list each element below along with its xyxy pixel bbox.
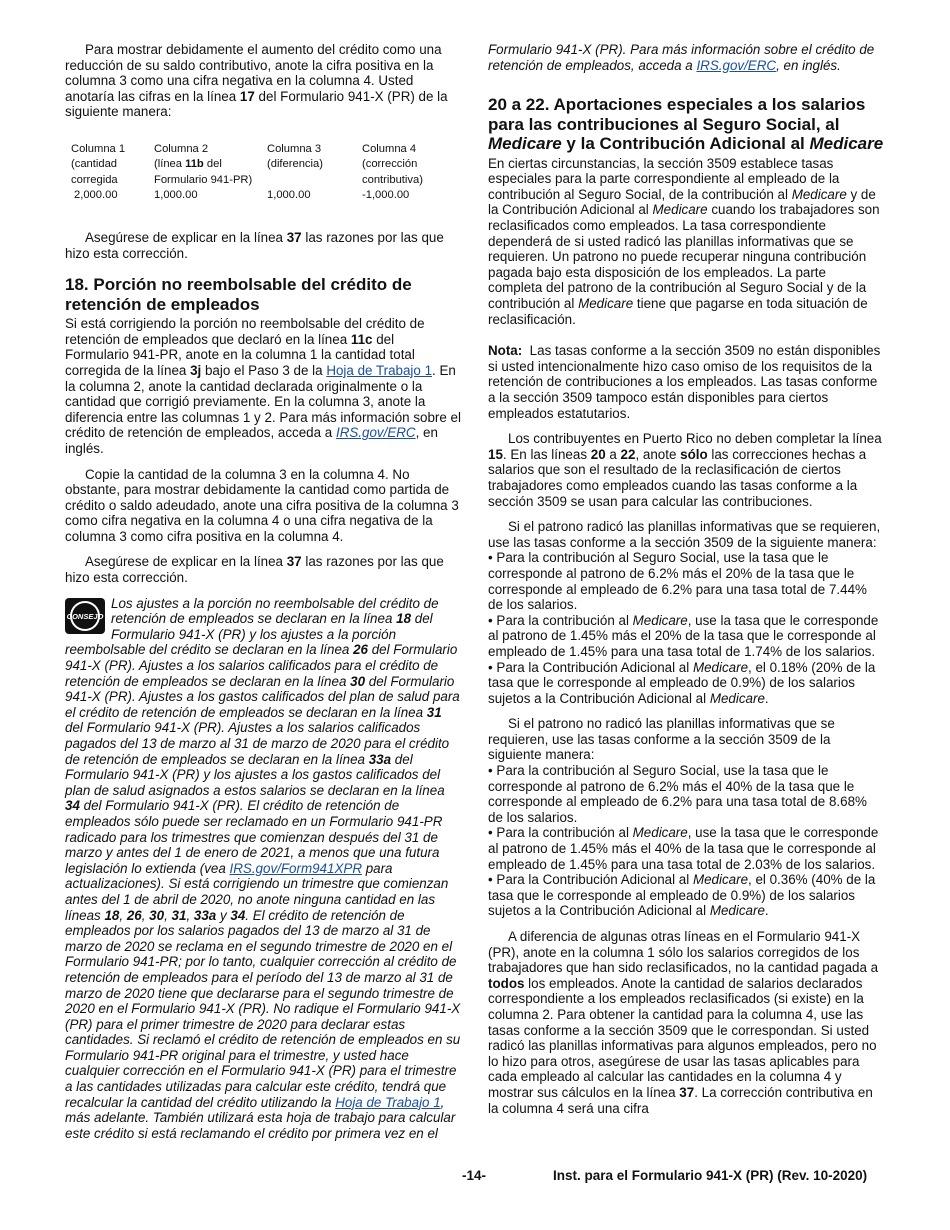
table-col-4: Columna 4 (corrección contributiva) -1,000.00 [362,142,423,202]
note-label: Nota: [488,343,523,359]
paragraph-line-18: Si está corrigiendo la porción no reembolsable del crédito de retención de empleados que declaró en la línea 11c del Formulario 941-PR, anote en la columna 1 la cantidad total corregida de la línea 3j bajo el Paso 3 de la Hoja de Trabajo 1. En la columna 2, anote la cantidad declarada originalmente o la cantidad que corrigió previamente. En la columna 3, anote la diferencia entre las columnas 1 y 2. Para más información sobre el crédito de retención de empleados, acceda a IRS.gov/ERC, en inglés. [65,316,461,456]
bullet-addl-medicare-not-filed: • Para la Contribución Adicional al Medicare, el 0.36% (40% de la tasa que le corresponde al empleado de 0.9%) de los salarios sujetos a la Contribución Adicional al Medicare. [488,872,876,919]
paragraph-filed-returns: Si el patrono radicó las planillas informativas que se requieren, use las tasas conforme a la sección 3509 de la siguiente manera: [488,519,881,550]
page-number: -14- [462,1168,487,1183]
irs-erc-link-2[interactable]: IRS.gov/ERC [696,57,777,73]
bullet-addl-medicare-filed: • Para la Contribución Adicional al Medicare, el 0.18% (20% de la tasa que le corresponde al empleado de 0.9%) de los salarios sujetos a la Contribución Adicional al Medicare. [488,659,876,706]
paragraph-section-3509: En ciertas circunstancias, la sección 3509 establece tasas especiales para la parte correspondiente al empleado de la contribución al Seguro Social, de la contribución al Medicare y de la Contribución Adicional al Medicare cuando los trabajadores son reclasificados como empleados. La tasa correspondiente dependerá de si usted radicó las planillas informativas que se requieren. Un patrono no puede recuperar ninguna contribución pagada bajo esta disposición de los empleados. La parte completa del patrono de la contribución al Seguro Social y de la contribución al Medicare tiene que pagarse en toda situación de reclasificación. [488,155,880,327]
tip-block: CONSEJO Los ajustes a la porción no reembolsable del crédito de retención de empleados se declaran en la línea 18 del Formulario 941-X (PR) y los ajustes a la porción reembolsable del crédito se declaran en la línea 26 del Formulario 941-X (PR). Ajustes a los salarios calificados para el crédito de retención de empleados se declaran en la línea 30 del Formulario 941-X (PR). Ajustes a los gastos calificados del plan de salud para el crédito de retención de empleados se declaran en la línea 31 del Formulario 941-X (PR). Ajustes a los salarios calificados pagados del 13 de marzo al 31 de marzo de 2020 para el crédito de retención de empleados se declaran en la línea 33a del Formulario 941-X (PR) y los ajustes a los gastos calificados del plan de salud asignados a estos salarios se declaran en la línea 34 del Formulario 941-X (PR). El crédito de retención de empleados sólo puede ser reclamado en un Formulario 941-PR radicado para los trimestres que comienzan después del 31 de marzo y antes del 1 de enero de 2021, a menos que una futura legislación lo extienda (vea IRS.gov/Form941XPR para actualizaciones). Si está corrigiendo un trimestre que comienzan antes del 1 de abril de 2020, no anote ninguna cantidad en las líneas 18, 26, 30, 31, 33a y 34. El crédito de retención de empleados por los salarios pagados del 13 de marzo al 31 de marzo de 2020 se reclama en el segundo trimestre de 2020 en el Formulario 941-PR; por lo tanto, cualquier corrección al crédito de retención de empleados para el período del 13 de marzo al 31 de marzo de 2020 tiene que declararse para el segundo trimestre de 2020 en el Formulario 941-X (PR). No radique el Formulario 941-X (PR) para el primer trimestre de 2020 para declarar estas cantidades. Si reclamó el crédito de retención de empleados en su Formulario 941-PR original para el trimestre, y usted hace cualquier corrección en el Formulario 941-X (PR) para el trimestre a las cantidades utilizadas para calcular este crédito, tendrá que recalcular la cantidad del crédito utilizando la Hoja de Trabajo 1, más adelante. También utilizará esta hoja de trabajo para calcular este crédito si está reclamando el crédito por primera vez en el [65,595,461,1141]
paragraph-not-filed-returns: Si el patrono no radicó las planillas informativas que se requieren, use las tasas conforme a la sección 3509 de la siguiente manera: [488,716,835,763]
note-paragraph: Nota: Las tasas conforme a la sección 3509 no están disponibles si usted intencionalmente hizo caso omiso de los requisitos de la retención de contribuciones a los empleados. Las tasas conforme a la sección 3509 tampoco están disponibles para ciertos empleados estatutarios. [488,343,881,421]
table-col-1: Columna 1 (cantidad corregida 2,000.00 [71,142,126,202]
table-col-3: Columna 3 (diferencia) 1,000.00 [267,142,323,202]
right-column [488,42,884,1116]
paragraph-increase-credit: Para mostrar debidamente el aumento del crédito como una reducción de su saldo contributivo, anote la cifra positiva en la columna 3 como una cifra negativa en la columna 4. Usted anotaría las cifras en la línea 17 del Formulario 941-X (PR) de la siguiente manera: [65,42,448,120]
paragraph-reclassified-wages: A diferencia de algunas otras líneas en el Formulario 941-X (PR), anote en la columna 1 sólo los salarios corregidos de los trabajadores que han sido reclasificados, no la cantidad pagada a todos los empleados. Anote la cantidad de salarios declarados correspondiente a los empleados reclasificados (si existe) en la columna 2. Para obtener la cantidad para la columna 4, use las tasas conforme a la sección 3509 que le correspondan. Si usted radicó las planillas informativas para algunos empleados, pero no lo hizo para otros, asegúrese de usar las tasas aplicables para cada empleado al calcular las cantidades en la columna 4 y mostrar sus cálculos en la línea 37. La corrección contributiva en la columna 4 será una cifra [488,929,879,1116]
paragraph-explain-2: Asegúrese de explicar en la línea 37 las razones por las que hizo esta corrección. [65,554,444,586]
footer-title: Inst. para el Formulario 941-X (PR) (Rev. 10-2020) [553,1168,868,1183]
paragraph-copy-column: Copie la cantidad de la columna 3 en la columna 4. No obstante, para mostrar debidamente la cantidad como partida de crédito o saldo adeudado, anote una cifra positiva de la columna 3 como cifra negativa en la columna 4 o una cifra negativa de la columna 3 como cifra positiva en la columna 4. [65,466,459,544]
paragraph-continued: Formulario 941-X (PR). Para más información sobre el crédito de retención de empleados, acceda a IRS.gov/ERC, en inglés. [488,42,875,73]
irs-erc-link[interactable]: IRS.gov/ERC [335,425,416,441]
tip-icon [65,598,105,634]
table-col-2: Columna 2 (línea 11b del Formulario 941-PR) 1,000.00 [154,142,253,202]
bullet-medicare-filed: • Para la contribución al Medicare, use la tasa que le corresponde al patrono de 1.45% más el 20% de la tasa que le corresponde al empleado de 1.45% para una tasa total de 1.74% de los salarios. [488,612,879,659]
worksheet-1-link[interactable]: Hoja de Trabajo 1 [326,362,433,378]
heading-line-18: 18. Porción no reembolsable del crédito de retención de empleados [65,275,412,314]
bullet-ss-not-filed: • Para la contribución al Seguro Social, use la tasa que le corresponde al patrono de 6.2% más el 40% de la tasa que le corresponde al empleado de 6.2% para una tasa total de 8.68% de los salarios. [488,763,867,825]
tip-icon-label: CONSEJO [66,611,104,621]
worksheet-1-link-tip[interactable]: Hoja de Trabajo 1 [335,1094,441,1110]
form941xpr-link[interactable]: IRS.gov/Form941XPR [229,860,362,876]
bullet-medicare-not-filed: • Para la contribución al Medicare, use la tasa que le corresponde al patrono de 1.45% más el 40% de la tasa que le corresponde al empleado de 1.45% para una tasa total de 2.03% de los salarios. [488,825,879,872]
paragraph-puerto-rico: Los contribuyentes en Puerto Rico no deben completar la línea 15. En las líneas 20 a 22, anote sólo las correcciones hechas a salarios que son el resultado de la reclasificación de ciertos trabajadores como empleados cuando las tasas conforme a la sección 3509 se usan para calcular las contribuciones. [488,431,882,509]
paragraph-explain-1: Asegúrese de explicar en la línea 37 las razones por las que hizo esta corrección. [65,229,444,261]
example-table [71,142,423,204]
bullet-ss-filed: • Para la contribución al Seguro Social, use la tasa que le corresponde al patrono de 6.2% más el 20% de la tasa que le corresponde al empleado de 6.2% para una tasa total de 7.44% de los salarios. [488,550,867,613]
heading-lines-20-22: 20 a 22. Aportaciones especiales a los salarios para las contribuciones al Seguro Social, al Medicare y la Contribución Adicional al Medicare [488,95,884,154]
left-column [65,42,461,1141]
